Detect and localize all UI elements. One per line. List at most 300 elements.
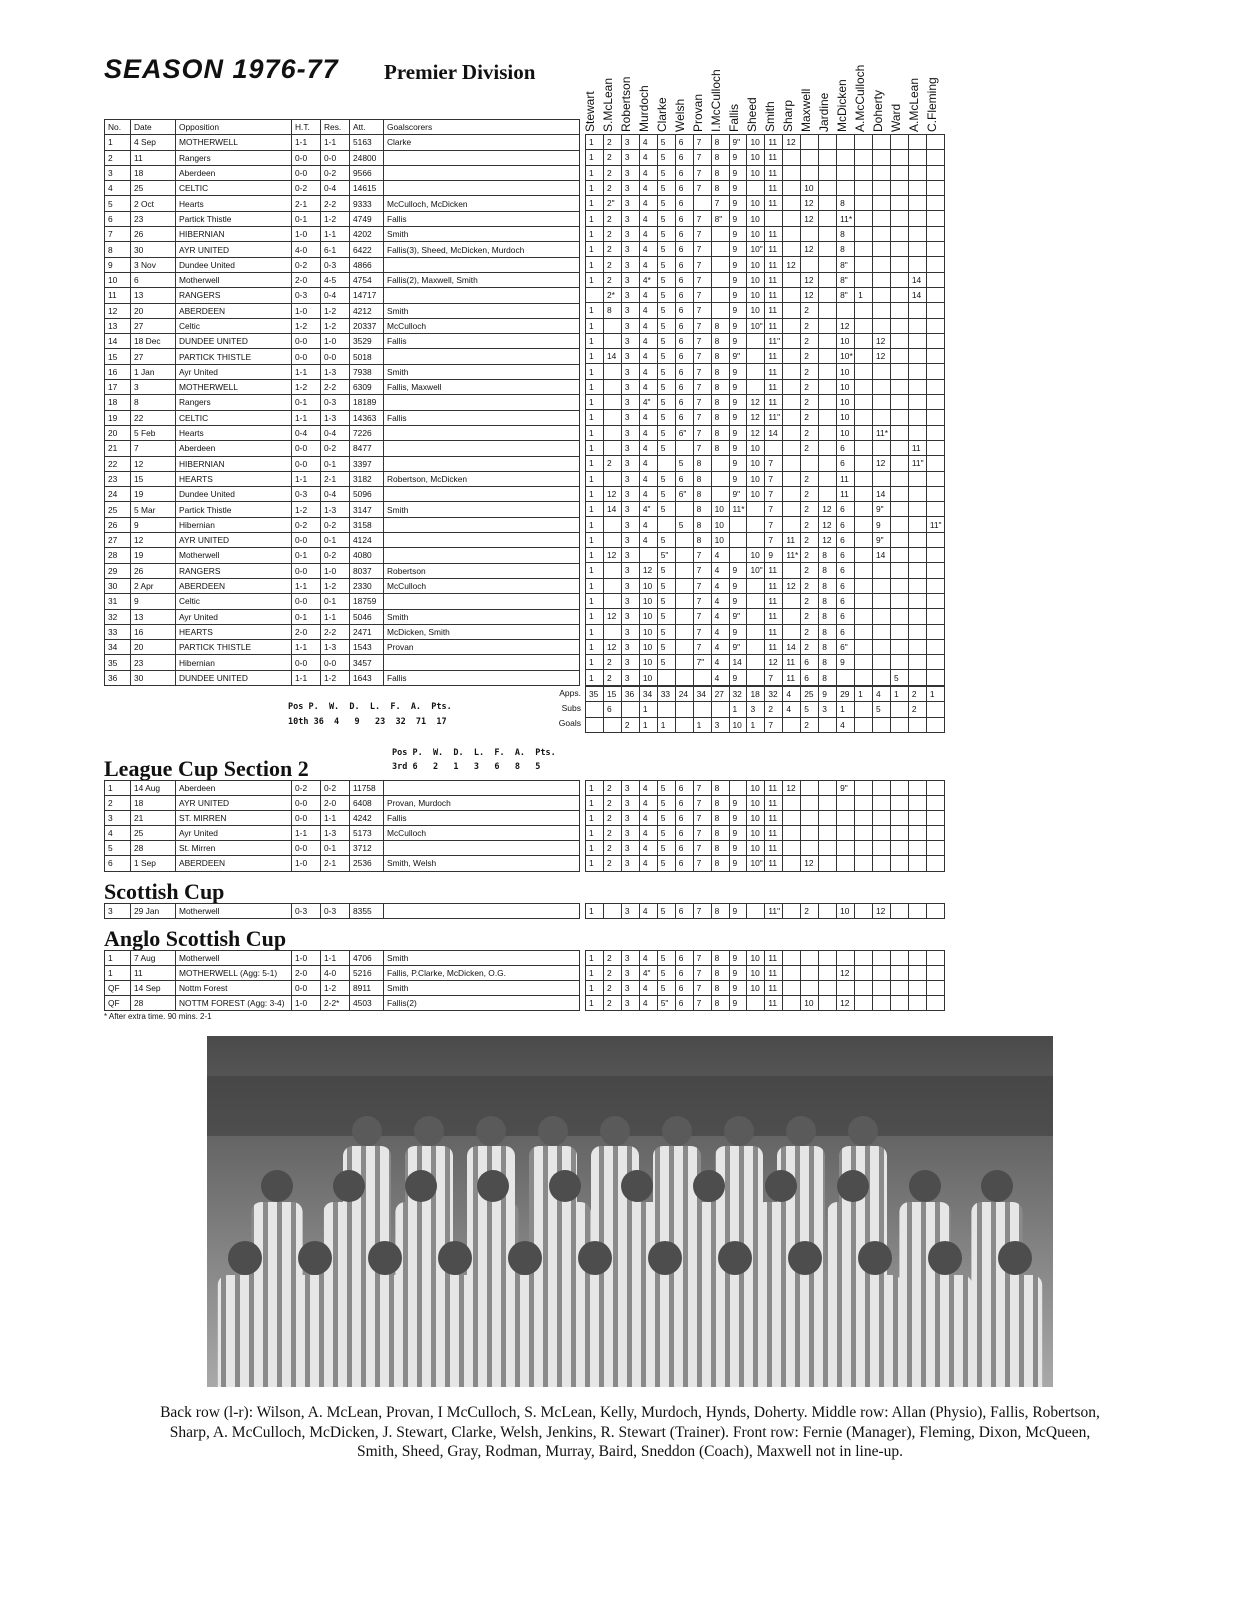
table-cell: 7 bbox=[765, 486, 783, 501]
table-cell: 4124 bbox=[350, 533, 384, 548]
table-cell bbox=[908, 196, 926, 211]
table-cell: 3 bbox=[621, 578, 639, 593]
table-cell: 3 bbox=[621, 502, 639, 517]
table-cell bbox=[747, 517, 765, 532]
table-cell: 8 bbox=[693, 486, 711, 501]
table-cell: 8 bbox=[837, 226, 855, 241]
table-cell: 8037 bbox=[350, 563, 384, 578]
stat-cell bbox=[890, 702, 908, 717]
table-cell: 1-0 bbox=[292, 227, 321, 242]
table-cell: 4" bbox=[639, 502, 657, 517]
table-cell bbox=[873, 563, 891, 578]
table-cell: 12 bbox=[747, 410, 765, 425]
table-cell: 9 bbox=[729, 670, 747, 685]
table-cell: 1 bbox=[586, 364, 604, 379]
fixture-row bbox=[105, 471, 580, 486]
table-cell bbox=[873, 410, 891, 425]
table-cell bbox=[855, 981, 873, 996]
stat-cell: 27 bbox=[711, 687, 729, 702]
player-head bbox=[786, 1116, 816, 1146]
table-cell bbox=[908, 796, 926, 811]
table-cell bbox=[926, 257, 944, 272]
table-cell bbox=[837, 180, 855, 195]
table-cell: 8" bbox=[711, 211, 729, 226]
table-cell bbox=[801, 226, 819, 241]
player-head bbox=[600, 1116, 630, 1146]
table-cell: 1 bbox=[586, 303, 604, 318]
table-cell: Rangers bbox=[176, 150, 292, 165]
table-cell: 4 bbox=[639, 486, 657, 501]
table-cell bbox=[801, 456, 819, 471]
table-cell bbox=[801, 150, 819, 165]
table-cell: 9 bbox=[729, 966, 747, 981]
table-cell: 5 bbox=[657, 287, 675, 302]
table-cell: 9 bbox=[729, 811, 747, 826]
table-cell bbox=[873, 781, 891, 796]
stat-cell: 33 bbox=[657, 687, 675, 702]
player-head bbox=[788, 1241, 822, 1275]
table-cell: 7 bbox=[693, 951, 711, 966]
table-cell bbox=[837, 841, 855, 856]
table-cell bbox=[819, 333, 837, 348]
stat-cell: 6 bbox=[603, 702, 621, 717]
table-cell bbox=[908, 609, 926, 624]
table-cell bbox=[908, 548, 926, 563]
appearance-row bbox=[586, 303, 945, 318]
stat-cell: 34 bbox=[639, 687, 657, 702]
table-cell: 1 bbox=[586, 904, 604, 919]
table-cell: 4 bbox=[639, 318, 657, 333]
table-cell: 12 bbox=[873, 904, 891, 919]
table-cell bbox=[890, 856, 908, 871]
table-cell: 6" bbox=[675, 425, 693, 440]
table-cell bbox=[908, 904, 926, 919]
table-cell: 1-3 bbox=[321, 640, 350, 655]
table-cell: 10 bbox=[747, 287, 765, 302]
appearance-row bbox=[586, 548, 945, 563]
table-cell bbox=[908, 624, 926, 639]
table-cell: 2330 bbox=[350, 578, 384, 593]
table-cell: 1-2 bbox=[292, 380, 321, 395]
appearance-row bbox=[586, 211, 945, 226]
stat-cell: 4 bbox=[783, 687, 801, 702]
table-cell bbox=[855, 904, 873, 919]
table-cell: 8" bbox=[837, 287, 855, 302]
table-cell bbox=[855, 578, 873, 593]
table-cell: 14 bbox=[765, 425, 783, 440]
table-cell: 12 bbox=[603, 639, 621, 654]
table-cell: 3712 bbox=[350, 841, 384, 856]
fixture-row bbox=[105, 781, 580, 796]
table-cell: 1 bbox=[586, 563, 604, 578]
table-cell bbox=[873, 272, 891, 287]
table-cell bbox=[908, 226, 926, 241]
table-cell bbox=[855, 966, 873, 981]
table-cell bbox=[890, 996, 908, 1011]
table-cell: 9 bbox=[729, 287, 747, 302]
table-cell: 8 bbox=[711, 379, 729, 394]
table-cell bbox=[890, 379, 908, 394]
table-cell bbox=[384, 841, 580, 856]
table-cell bbox=[890, 563, 908, 578]
table-cell: 1 bbox=[586, 242, 604, 257]
table-cell: Robertson, McDicken bbox=[384, 471, 580, 486]
table-cell bbox=[926, 996, 944, 1011]
table-cell: 7 bbox=[693, 303, 711, 318]
table-cell: MOTHERWELL (Agg: 5-1) bbox=[176, 966, 292, 981]
table-cell: 8 bbox=[711, 440, 729, 455]
player-head bbox=[578, 1241, 612, 1275]
table-cell: 5 bbox=[657, 425, 675, 440]
stat-cell bbox=[711, 702, 729, 717]
team-photo bbox=[207, 1036, 1053, 1387]
table-cell bbox=[890, 532, 908, 547]
table-cell: 7 bbox=[693, 333, 711, 348]
table-cell: 4" bbox=[639, 966, 657, 981]
table-cell: 8 bbox=[711, 395, 729, 410]
table-cell: 10" bbox=[747, 242, 765, 257]
table-cell: 28 bbox=[131, 841, 176, 856]
table-cell: QF bbox=[105, 996, 131, 1011]
player-name-header: Fallis bbox=[727, 103, 741, 132]
table-cell: 9566 bbox=[350, 165, 384, 180]
table-cell bbox=[873, 395, 891, 410]
table-cell bbox=[873, 670, 891, 685]
table-cell: 3 bbox=[621, 548, 639, 563]
table-cell bbox=[908, 951, 926, 966]
table-cell bbox=[837, 165, 855, 180]
stat-cell bbox=[657, 702, 675, 717]
table-cell bbox=[908, 333, 926, 348]
player-head bbox=[621, 1170, 653, 1202]
table-cell: 18759 bbox=[350, 594, 384, 609]
appearance-row bbox=[586, 242, 945, 257]
table-cell: 14 bbox=[603, 349, 621, 364]
table-cell bbox=[603, 333, 621, 348]
table-cell: 6 bbox=[675, 410, 693, 425]
stat-cell: 1 bbox=[639, 717, 657, 732]
table-cell: 2 bbox=[801, 609, 819, 624]
table-cell: 3 bbox=[621, 196, 639, 211]
table-cell: 23 bbox=[105, 471, 131, 486]
table-cell: 6422 bbox=[350, 242, 384, 257]
table-cell bbox=[873, 165, 891, 180]
table-cell: 2 bbox=[603, 796, 621, 811]
table-cell: 10 bbox=[747, 548, 765, 563]
table-cell: 3 bbox=[621, 425, 639, 440]
anglo-scottish-cup-table bbox=[104, 950, 580, 1011]
table-cell bbox=[747, 639, 765, 654]
table-cell: 7 bbox=[765, 517, 783, 532]
table-cell bbox=[783, 165, 801, 180]
appearance-row bbox=[586, 226, 945, 241]
table-cell bbox=[926, 440, 944, 455]
stat-cell bbox=[890, 717, 908, 732]
table-cell bbox=[873, 303, 891, 318]
appearance-row bbox=[586, 563, 945, 578]
table-cell bbox=[603, 578, 621, 593]
table-cell: QF bbox=[105, 981, 131, 996]
table-cell: 5216 bbox=[350, 966, 384, 981]
table-cell: 6 bbox=[675, 841, 693, 856]
table-cell bbox=[801, 841, 819, 856]
table-cell: 2 bbox=[603, 272, 621, 287]
table-cell bbox=[873, 811, 891, 826]
table-cell: 6 bbox=[675, 981, 693, 996]
table-cell: Partick Thistle bbox=[176, 211, 292, 226]
player-head bbox=[438, 1241, 472, 1275]
table-cell bbox=[908, 517, 926, 532]
table-cell: 6 bbox=[675, 287, 693, 302]
table-cell: 30 bbox=[131, 670, 176, 685]
table-cell bbox=[819, 440, 837, 455]
table-cell: 27 bbox=[105, 533, 131, 548]
table-cell: 1 bbox=[586, 440, 604, 455]
table-cell: 2 bbox=[603, 211, 621, 226]
table-cell bbox=[675, 639, 693, 654]
table-cell: 6 bbox=[837, 548, 855, 563]
table-cell bbox=[890, 211, 908, 226]
table-cell bbox=[873, 951, 891, 966]
table-cell: 13 bbox=[105, 318, 131, 333]
table-cell bbox=[890, 395, 908, 410]
table-cell bbox=[873, 471, 891, 486]
table-cell: 0-0 bbox=[292, 981, 321, 996]
table-cell: 15 bbox=[105, 349, 131, 364]
table-cell: 2-2* bbox=[321, 996, 350, 1011]
table-cell bbox=[890, 904, 908, 919]
fixture-row bbox=[105, 811, 580, 826]
player-name-header: Stewart bbox=[583, 91, 597, 132]
table-cell: 10 bbox=[711, 517, 729, 532]
table-cell bbox=[908, 486, 926, 501]
table-cell: 7 bbox=[693, 318, 711, 333]
table-cell: 6 bbox=[837, 456, 855, 471]
player-name-header: Clarke bbox=[655, 97, 669, 132]
appearance-row bbox=[586, 196, 945, 211]
appearance-row bbox=[586, 502, 945, 517]
table-cell: 3 bbox=[621, 811, 639, 826]
table-cell: 10 bbox=[747, 966, 765, 981]
table-cell bbox=[801, 826, 819, 841]
table-cell bbox=[873, 364, 891, 379]
season-title: SEASON 1976-77 bbox=[104, 54, 339, 84]
table-cell: 6 bbox=[837, 563, 855, 578]
table-cell: 4 bbox=[639, 242, 657, 257]
table-cell bbox=[783, 211, 801, 226]
table-cell: 9333 bbox=[350, 196, 384, 211]
table-cell: 10 bbox=[747, 781, 765, 796]
fixture-row bbox=[105, 135, 580, 150]
column-header: Opposition bbox=[176, 120, 292, 135]
table-cell: 10 bbox=[639, 624, 657, 639]
table-cell: 12 bbox=[873, 349, 891, 364]
table-cell bbox=[837, 670, 855, 685]
table-cell: 0-1 bbox=[321, 533, 350, 548]
table-cell: 11 bbox=[765, 996, 783, 1011]
table-cell: 5163 bbox=[350, 135, 384, 150]
table-cell: 10 bbox=[747, 486, 765, 501]
table-cell bbox=[855, 196, 873, 211]
table-cell: 8 bbox=[711, 425, 729, 440]
table-cell: 1 bbox=[586, 593, 604, 608]
table-cell: 6 bbox=[675, 211, 693, 226]
table-cell: 16 bbox=[105, 364, 131, 379]
table-cell: 7 bbox=[693, 226, 711, 241]
table-cell: 6 bbox=[675, 796, 693, 811]
table-cell: Smith bbox=[384, 303, 580, 318]
table-cell: 5173 bbox=[350, 826, 384, 841]
table-cell bbox=[855, 502, 873, 517]
table-cell: 3 bbox=[621, 639, 639, 654]
table-cell: 2 bbox=[603, 456, 621, 471]
fixture-row bbox=[105, 165, 580, 180]
apps-label: Apps. bbox=[559, 688, 581, 698]
stat-cell: 1 bbox=[639, 702, 657, 717]
table-cell: 9 bbox=[729, 981, 747, 996]
table-cell: 7 bbox=[693, 796, 711, 811]
table-cell: ABERDEEN bbox=[176, 856, 292, 871]
table-cell: 4 bbox=[639, 856, 657, 871]
table-cell: 0-0 bbox=[292, 456, 321, 471]
table-cell: 11* bbox=[729, 502, 747, 517]
table-cell: 3 bbox=[621, 318, 639, 333]
fixture-row bbox=[105, 981, 580, 996]
stat-cell: 4 bbox=[783, 702, 801, 717]
table-cell bbox=[783, 593, 801, 608]
table-cell bbox=[926, 242, 944, 257]
table-cell bbox=[926, 841, 944, 856]
table-cell: 7 bbox=[693, 904, 711, 919]
fixture-row bbox=[105, 517, 580, 532]
table-cell: 14 bbox=[783, 639, 801, 654]
table-cell: 12 bbox=[801, 272, 819, 287]
stat-cell: 5 bbox=[873, 702, 891, 717]
table-cell: 7 bbox=[131, 441, 176, 456]
table-cell: 9 bbox=[729, 364, 747, 379]
table-cell: 1 bbox=[586, 609, 604, 624]
table-cell bbox=[783, 471, 801, 486]
table-cell: 9 bbox=[729, 425, 747, 440]
table-cell bbox=[801, 811, 819, 826]
table-cell: 11 bbox=[765, 609, 783, 624]
table-cell: 12 bbox=[837, 318, 855, 333]
table-cell: 4 bbox=[639, 379, 657, 394]
table-cell: 3158 bbox=[350, 517, 384, 532]
table-cell bbox=[908, 379, 926, 394]
table-cell bbox=[890, 425, 908, 440]
stat-cell bbox=[603, 717, 621, 732]
table-cell: 2471 bbox=[350, 624, 384, 639]
table-cell: 0-0 bbox=[292, 594, 321, 609]
table-cell: 0-3 bbox=[292, 904, 321, 919]
table-cell: 20 bbox=[105, 425, 131, 440]
table-cell bbox=[711, 272, 729, 287]
table-cell bbox=[711, 287, 729, 302]
stat-cell bbox=[693, 702, 711, 717]
table-cell: 1 bbox=[586, 841, 604, 856]
table-cell: 24800 bbox=[350, 150, 384, 165]
player-head bbox=[414, 1116, 444, 1146]
table-cell: 8 bbox=[711, 966, 729, 981]
table-cell bbox=[926, 226, 944, 241]
table-cell: 6 bbox=[675, 257, 693, 272]
table-cell: 4 bbox=[639, 781, 657, 796]
table-cell: 5" bbox=[657, 996, 675, 1011]
table-cell: 2-1 bbox=[321, 471, 350, 486]
table-cell bbox=[873, 624, 891, 639]
table-cell: HIBERNIAN bbox=[176, 456, 292, 471]
column-header: Att. bbox=[350, 120, 384, 135]
table-cell: 6408 bbox=[350, 796, 384, 811]
appearance-row bbox=[586, 951, 945, 966]
table-cell: 8 bbox=[819, 593, 837, 608]
table-cell bbox=[675, 624, 693, 639]
table-cell bbox=[890, 287, 908, 302]
table-cell: 1 bbox=[586, 996, 604, 1011]
table-cell: 7 bbox=[693, 211, 711, 226]
table-cell: 10 bbox=[639, 609, 657, 624]
table-cell: 0-4 bbox=[321, 487, 350, 502]
table-cell: 7 bbox=[693, 395, 711, 410]
appearance-row bbox=[586, 624, 945, 639]
subs-label: Subs bbox=[561, 703, 581, 713]
player-head bbox=[648, 1241, 682, 1275]
table-cell: 1 bbox=[586, 639, 604, 654]
table-cell bbox=[729, 517, 747, 532]
table-cell: 5 bbox=[657, 502, 675, 517]
table-cell: 18 Dec bbox=[131, 334, 176, 349]
table-cell: 6 bbox=[675, 333, 693, 348]
table-cell: 8 bbox=[819, 609, 837, 624]
table-cell: 2-0 bbox=[321, 796, 350, 811]
table-cell bbox=[783, 456, 801, 471]
table-cell: 8 bbox=[711, 856, 729, 871]
table-cell bbox=[873, 639, 891, 654]
table-cell: 12 bbox=[873, 456, 891, 471]
table-cell: 1 bbox=[586, 532, 604, 547]
table-cell: 3 bbox=[621, 609, 639, 624]
table-cell: 5046 bbox=[350, 609, 384, 624]
table-cell: 3 bbox=[131, 380, 176, 395]
table-cell: 0-2 bbox=[321, 165, 350, 180]
table-cell bbox=[890, 242, 908, 257]
appearance-row bbox=[586, 395, 945, 410]
table-cell: 2" bbox=[603, 196, 621, 211]
fixture-row bbox=[105, 395, 580, 410]
table-cell: 10 bbox=[747, 226, 765, 241]
table-cell: 9 bbox=[729, 410, 747, 425]
table-cell: 14 bbox=[105, 334, 131, 349]
table-cell bbox=[890, 826, 908, 841]
table-cell: 5 bbox=[657, 563, 675, 578]
table-cell: 0-2 bbox=[321, 781, 350, 796]
table-cell: 8 bbox=[819, 670, 837, 685]
fixture-row bbox=[105, 227, 580, 242]
table-cell: 8 bbox=[711, 333, 729, 348]
table-cell: 22 bbox=[131, 410, 176, 425]
table-cell: Smith bbox=[384, 609, 580, 624]
table-cell: 9 bbox=[729, 563, 747, 578]
table-cell: Fallis(2) bbox=[384, 996, 580, 1011]
table-cell: 0-2 bbox=[321, 441, 350, 456]
table-cell bbox=[747, 904, 765, 919]
table-cell bbox=[855, 242, 873, 257]
table-cell: 11 bbox=[765, 257, 783, 272]
table-cell: 11 bbox=[765, 593, 783, 608]
table-cell: 0-0 bbox=[292, 841, 321, 856]
table-cell: 10 bbox=[747, 150, 765, 165]
